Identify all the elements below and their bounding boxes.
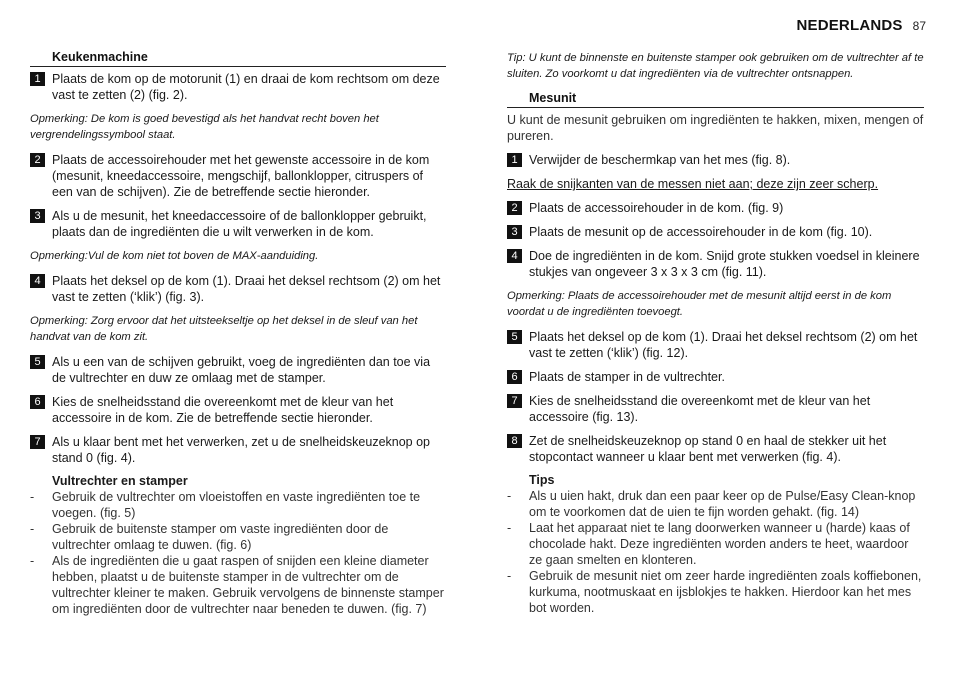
list-item	[30, 489, 446, 521]
list-item-text: Gebruik de vultrechter om vloeistoffen en vaste ingrediënten toe te voegen. (fig. 5)	[52, 490, 421, 520]
step-number-badge: 3	[30, 209, 45, 223]
step-7	[507, 393, 924, 425]
step-5	[507, 329, 924, 361]
step-3	[30, 208, 446, 240]
step-text: Plaats de accessoirehouder in de kom. (fig. 9)	[529, 201, 784, 215]
step-text: Verwijder de beschermkap van het mes (fig. 8).	[529, 153, 791, 167]
intro-text: U kunt de mesunit gebruiken om ingrediënten te hakken, mixen, mengen of pureren.	[507, 113, 924, 143]
left-column	[30, 50, 446, 617]
list-item	[30, 553, 446, 617]
step-4	[507, 248, 924, 280]
tips-list	[507, 488, 924, 616]
step-text: Plaats het deksel op de kom (1). Draai het deksel rechtsom (2) om het vast te zetten (‘klik’) (fig. 12).	[529, 330, 918, 360]
page-number: 87	[912, 19, 926, 33]
step-number-badge: 7	[30, 435, 45, 449]
step-text: Plaats het deksel op de kom (1). Draai het deksel rechtsom (2) om het vast te zetten (‘klik’) (fig. 3).	[52, 274, 441, 304]
step-text: Als u de mesunit, het kneedaccessoire of de ballonklopper gebruikt, plaats dan de ingrediënten die u wilt verwerken in de kom.	[52, 209, 427, 239]
step-text: Als u een van de schijven gebruikt, voeg de ingrediënten dan toe via de vultrechter en duw ze omlaag met de stamper.	[52, 355, 431, 385]
list-item	[507, 520, 924, 568]
step-text: Als u klaar bent met het verwerken, zet u de snelheidskeuzeknop op stand 0 (fig. 4).	[52, 435, 430, 465]
step-text: Plaats de stamper in de vultrechter.	[529, 370, 725, 384]
section-title-keukenmachine: Keukenmachine	[30, 50, 446, 67]
step-text: Doe de ingrediënten in de kom. Snijd grote stukken voedsel in kleinere stukjes van ongeveer 3 x 3 x 3 cm (fig. 11).	[529, 249, 920, 279]
step-2	[30, 152, 446, 200]
step-number-badge: 6	[30, 395, 45, 409]
step-text: Kies de snelheidsstand die overeenkomt met de kleur van het accessoire in de kom. Zie de betreffende sectie hieronder.	[52, 395, 394, 425]
list-item	[30, 521, 446, 553]
step-1	[30, 71, 446, 103]
dash-marker: -	[507, 489, 512, 503]
list-item-text: Gebruik de mesunit niet om zeer harde ingrediënten zoals koffiebonen, kurkuma, nootmuskaat en ijsblokjes te hakken. Hierdoor kan het mes bot worden.	[529, 569, 922, 615]
note: Opmerking: Zorg ervoor dat het uitsteekseltje op het deksel in de sleuf van het handvat van de kom zit.	[30, 315, 418, 343]
step-2	[507, 200, 924, 216]
subsection-title-tips: Tips	[529, 473, 555, 487]
step-5	[30, 354, 446, 386]
dash-marker: -	[30, 490, 35, 504]
step-number-badge: 3	[507, 225, 522, 239]
step-number-badge: 1	[30, 72, 45, 86]
step-text: Plaats de accessoirehouder met het gewenste accessoire in de kom (mesunit, kneedaccessoire, mengschijf, ballonklopper, citruspers of een van de schijven). Zie de betreffende sectie hieronder.	[52, 153, 430, 199]
page-header	[796, 17, 926, 34]
step-4	[30, 273, 446, 305]
step-text: Plaats de mesunit op de accessoirehouder in de kom (fig. 10).	[529, 225, 873, 239]
list-item	[507, 568, 924, 616]
step-number-badge: 1	[507, 153, 522, 167]
step-7	[30, 434, 446, 466]
right-column	[507, 50, 924, 616]
list-item-text: Als u uien hakt, druk dan een paar keer op de Pulse/Easy Clean-knop om te voorkomen dat de uien te fijn worden gehakt. (fig. 14)	[529, 489, 916, 519]
dash-marker: -	[507, 569, 512, 583]
tip-note: Tip: U kunt de binnenste en buitenste stamper ook gebruiken om de vultrechter af te sluiten. Zo voorkomt u dat ingrediënten via de vultrechter ontsnappen.	[507, 52, 924, 80]
step-number-badge: 4	[30, 274, 45, 288]
step-number-badge: 2	[30, 153, 45, 167]
subsection-title-vultrechter: Vultrechter en stamper	[52, 474, 188, 488]
list-item-text: Als de ingrediënten die u gaat raspen of snijden een kleine diameter hebben, plaatst u de buitenste stamper in de vultrechter om de vultrechter kleiner te maken. Gebruik vervolgens de binnenste stamper om ingrediënten door de vultrechter naar beneden te duwen. (fig. 7)	[52, 554, 444, 616]
dash-marker: -	[30, 554, 35, 568]
step-number-badge: 2	[507, 201, 522, 215]
step-6	[507, 369, 924, 385]
step-number-badge: 6	[507, 370, 522, 384]
warning-text: Raak de snijkanten van de messen niet aan; deze zijn zeer scherp.	[507, 177, 879, 191]
list-item	[507, 488, 924, 520]
list-item-text: Laat het apparaat niet te lang doorwerken wanneer u (harde) kaas of chocolade hakt. Deze ingrediënten worden anders te heet, waardoor ze gaan smelten en klonteren.	[529, 521, 910, 567]
note: Opmerking:Vul de kom niet tot boven de MAX-aanduiding.	[30, 250, 319, 262]
step-number-badge: 4	[507, 249, 522, 263]
language-title: NEDERLANDS	[796, 17, 903, 34]
note: Opmerking: Plaats de accessoirehouder met de mesunit altijd eerst in de kom voordat u de ingrediënten toevoegt.	[507, 290, 892, 318]
dash-marker: -	[507, 521, 512, 535]
dash-marker: -	[30, 522, 35, 536]
step-text: Plaats de kom op de motorunit (1) en draai de kom rechtsom om deze vast te zetten (2) (fig. 2).	[52, 72, 440, 102]
step-6	[30, 394, 446, 426]
bullet-list	[30, 489, 446, 617]
step-number-badge: 5	[507, 330, 522, 344]
step-3	[507, 224, 924, 240]
step-number-badge: 7	[507, 394, 522, 408]
step-text: Zet de snelheidskeuzeknop op stand 0 en haal de stekker uit het stopcontact wanneer u klaar bent met verwerken (fig. 4).	[529, 434, 887, 464]
section-title-mesunit: Mesunit	[507, 91, 924, 108]
step-8	[507, 433, 924, 465]
step-number-badge: 5	[30, 355, 45, 369]
note: Opmerking: De kom is goed bevestigd als het handvat recht boven het vergrendelingssymbool staat.	[30, 113, 379, 141]
step-number-badge: 8	[507, 434, 522, 448]
list-item-text: Gebruik de buitenste stamper om vaste ingrediënten door de vultrechter omlaag te duwen. (fig. 6)	[52, 522, 389, 552]
step-1	[507, 152, 924, 168]
step-text: Kies de snelheidsstand die overeenkomt met de kleur van het accessoire (fig. 13).	[529, 394, 871, 424]
